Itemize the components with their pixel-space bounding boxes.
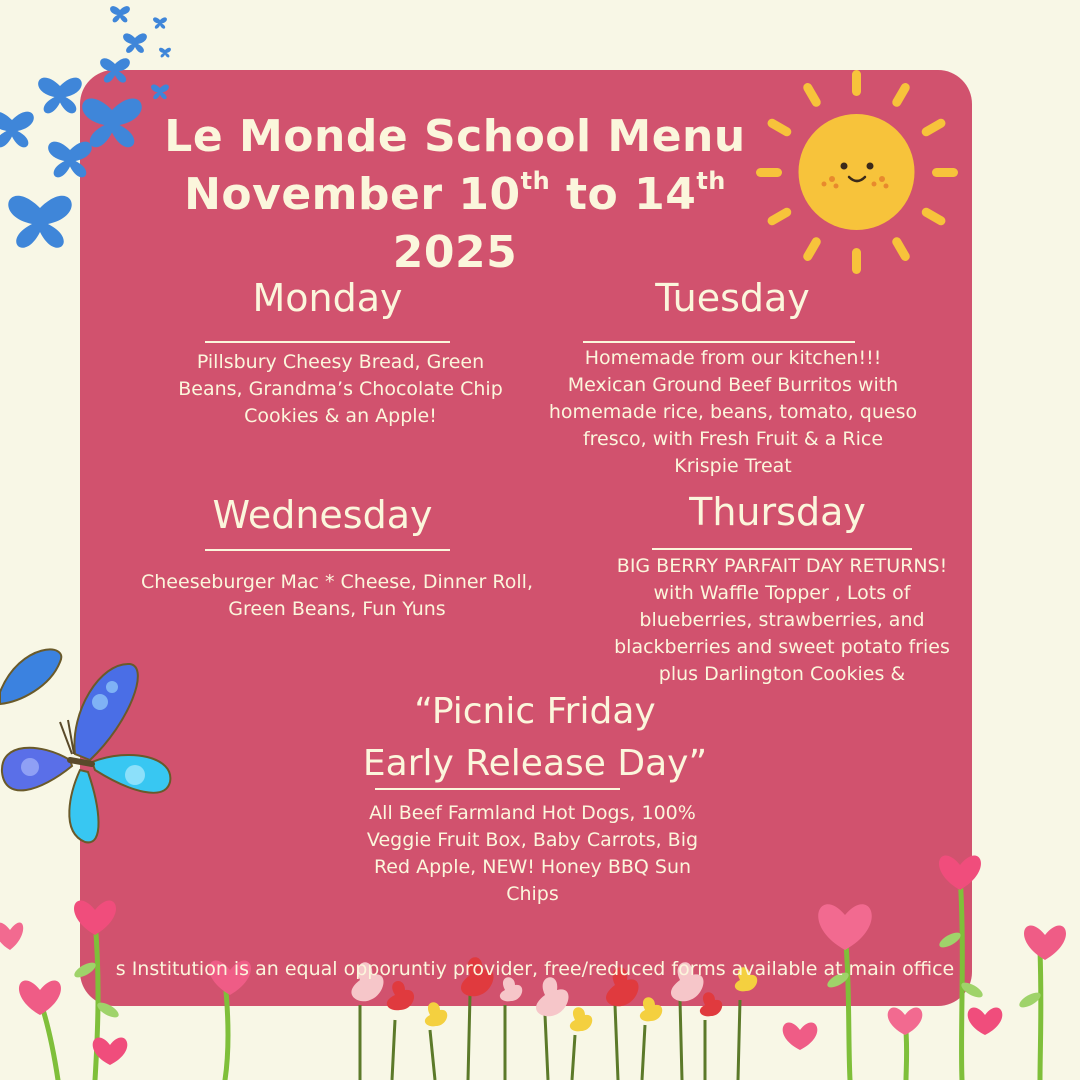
- footer-notice: s Institution is an equal opporuntiy provider, free/reduced forms available at main office: [115, 958, 955, 980]
- friday-heading: [300, 686, 770, 790]
- friday-divider: [375, 788, 620, 790]
- title-line-3: 2025: [392, 227, 518, 278]
- flower-border-icon: [0, 830, 1080, 1080]
- butterfly-icon: [0, 642, 185, 852]
- friday-heading-line-1: “Picnic Friday: [414, 691, 656, 732]
- monday-heading: Monday: [252, 276, 403, 320]
- wednesday-divider: [205, 549, 450, 551]
- monday-menu: Pillsbury Cheesy Bread, Green Beans, Grandma’s Chocolate Chip Cookies & an Apple!: [178, 351, 503, 427]
- menu-title: [110, 108, 800, 282]
- tuesday-menu: Homemade from our kitchen!!! Mexican Ground Beef Burritos with homemade rice, beans, tomato, queso fresco, with Fresh Fruit & a Rice Krispie Treat: [548, 347, 918, 477]
- tuesday-heading: Tuesday: [655, 276, 810, 320]
- tuesday-divider: [583, 341, 855, 343]
- friday-menu: All Beef Farmland Hot Dogs, 100% Veggie Fruit Box, Baby Carrots, Big Red Apple, NEW! Honey BBQ Sun Chips: [366, 802, 699, 905]
- thursday-divider: [652, 548, 912, 550]
- friday-heading-line-2: Early Release Day”: [362, 743, 708, 784]
- monday-divider: [205, 341, 450, 343]
- butterfly-swarm-icon: [0, 0, 200, 260]
- sun-icon: [752, 66, 962, 281]
- title-line-2: November 10th to 14th: [184, 167, 726, 220]
- title-line-1: Le Monde School Menu: [164, 111, 746, 162]
- wednesday-heading: Wednesday: [212, 493, 433, 537]
- thursday-menu: BIG BERRY PARFAIT DAY RETURNS! with Waffle Topper , Lots of blueberries, strawberries, and blackberries and sweet potato fries plus Darlington Cookies &: [614, 555, 950, 685]
- thursday-heading: Thursday: [689, 490, 866, 534]
- wednesday-menu: Cheeseburger Mac * Cheese, Dinner Roll, Green Beans, Fun Yuns: [141, 571, 533, 620]
